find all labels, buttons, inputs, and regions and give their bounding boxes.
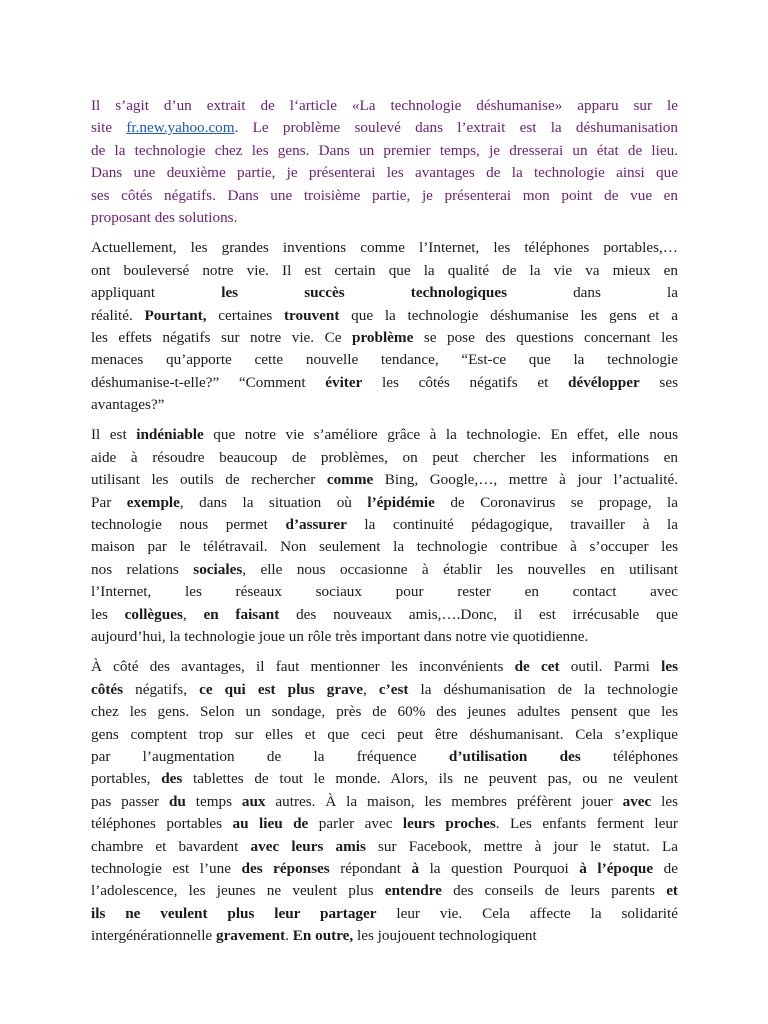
text-run: déshumanise-t-elle?” “Comment (91, 373, 326, 391)
text-run: réalité. (91, 306, 145, 324)
text-run: Actuellement, les grandes inventions comme l’Internet, les téléphones portables,… (91, 239, 678, 257)
bold-text: entendre (384, 882, 442, 900)
text-line (91, 604, 678, 626)
text-run: téléphones (580, 747, 678, 765)
bold-text: au lieu de (232, 815, 309, 833)
text-run: chez les gens. Selon un sondage, près de 60% des jeunes adultes pensent que les (91, 703, 678, 721)
text-run: technologie est l’une (91, 859, 242, 877)
bold-text: de cet (514, 658, 560, 676)
text-line (91, 791, 678, 813)
bold-text: l’épidémie (367, 493, 435, 511)
text-run: négatifs, (123, 680, 200, 698)
text-line (91, 559, 678, 581)
text-run: sur Facebook, mettre à jour le statut. La (365, 837, 678, 855)
text-line (91, 327, 678, 349)
document-body (91, 95, 678, 947)
bold-text: ils ne veulent plus leur partager (91, 904, 377, 922)
text-run: portables, (91, 770, 162, 788)
intro-paragraph (91, 95, 678, 229)
text-run: aide à résoudre beaucoup de problèmes, on peut chercher les informations en (91, 448, 678, 466)
text-run: tablettes de tout le monde. Alors, ils ne peuvent pas, ou ne veulent (182, 770, 678, 788)
text-run: site (91, 119, 127, 137)
text-run: des conseils de leurs parents (441, 882, 667, 900)
text-line (91, 305, 678, 327)
text-run: nos relations (91, 560, 194, 578)
bold-text: aux (241, 792, 266, 810)
text-run: les côtés négatifs et (362, 373, 568, 391)
advantages-paragraph (91, 424, 678, 648)
text-run: Il s’agit d’un extrait de l‘article «La technologie déshumanise» apparu sur le (91, 97, 678, 114)
text-run: Dans une deuxième partie, je présenterai les avantages de la technologie ainsi que (91, 164, 678, 182)
text-run: la question Pourquoi (419, 859, 580, 877)
text-run: avantages?” (91, 396, 165, 414)
text-run: l’Internet, les réseaux sociaux pour rester en contact avec (91, 583, 678, 601)
text-line (91, 185, 678, 207)
bold-text: côtés (91, 680, 124, 698)
text-run: se pose des questions concernant les (413, 328, 678, 346)
text-run: menaces qu’apporte cette nouvelle tendance, “Est-ce que la technologie (91, 351, 678, 369)
text-run: utilisant les outils de rechercher (91, 471, 327, 489)
bold-text: des (161, 770, 183, 788)
text-run: technologie nous permet (91, 516, 286, 534)
text-line (91, 925, 678, 947)
text-run: l’adolescence, les jeunes ne veulent plus (91, 882, 385, 900)
text-run: Bing, Google,…, mettre à jour l’actualité. (373, 471, 678, 489)
bold-text: exemple (126, 493, 180, 511)
text-run: Par (91, 493, 127, 511)
text-line (91, 836, 678, 858)
text-line (91, 581, 678, 603)
text-run: À côté des avantages, il faut mentionner les inconvénients (91, 658, 515, 676)
bold-text: trouvent (283, 306, 340, 324)
text-line (91, 394, 678, 416)
text-run: les joujouent technologiquent (353, 927, 537, 945)
bold-text: des réponses (241, 859, 330, 877)
text-run: , elle nous occasionne à établir les nouvelles en utilisant (242, 560, 678, 578)
text-line (91, 679, 678, 701)
text-run: , (182, 605, 204, 623)
text-line (91, 813, 678, 835)
text-line (91, 701, 678, 723)
text-line (91, 492, 678, 514)
text-run: . (285, 927, 293, 945)
text-run: autres. À la maison, les membres préfèrent jouer (265, 792, 623, 810)
text-run: pas passer (91, 792, 169, 810)
text-run: outil. Parmi (559, 658, 662, 676)
bold-text: c’est (378, 680, 409, 698)
text-line (91, 95, 678, 117)
bold-text: ce qui est plus grave (199, 680, 364, 698)
bold-text: avec (622, 792, 652, 810)
text-run: temps (185, 792, 242, 810)
text-run: ses côtés négatifs. Dans une troisième partie, je présenterai mon point de vue en (91, 186, 678, 204)
text-line (91, 237, 678, 259)
text-run: la continuité pédagogique, travailler à la (346, 516, 678, 534)
text-run: des nouveaux amis,….Donc, il est irrécusable que (279, 605, 678, 623)
text-run: les effets négatifs sur notre vie. Ce (91, 328, 352, 346)
text-run: proposant des solutions. (91, 208, 238, 226)
text-line (91, 880, 678, 902)
text-run: aujourd’hui, la technologie joue un rôle très important dans notre vie quotidienne. (91, 627, 589, 645)
bold-text: d’assurer (285, 516, 347, 534)
bold-text: les succès technologiques (221, 284, 507, 302)
bold-text: du (168, 792, 186, 810)
text-line (91, 140, 678, 162)
text-run: de Coronavirus se propage, la (434, 493, 678, 511)
bold-text: dévélopper (568, 373, 640, 391)
bold-text: à (411, 859, 420, 877)
text-run: leur vie. Cela affecte la solidarité (376, 904, 678, 922)
bold-text: et (666, 882, 678, 900)
text-line (91, 903, 678, 925)
bold-text: les (661, 658, 678, 676)
text-line (91, 514, 678, 536)
text-run: les (651, 792, 678, 810)
text-run: de (653, 859, 678, 877)
text-line (91, 724, 678, 746)
text-run: chambre et bavardent (91, 837, 251, 855)
text-line (91, 349, 678, 371)
text-run: certaines (206, 306, 284, 324)
text-run: , dans la situation où (179, 493, 368, 511)
bold-text: Pourtant, (144, 306, 207, 324)
text-run: ont bouleversé notre vie. Il est certain que la qualité de la vie va mieux en (91, 261, 678, 279)
text-line (91, 746, 678, 768)
text-run: . Le problème soulevé dans l’extrait est la déshumanisation (234, 119, 678, 137)
bold-text: à l’époque (579, 859, 654, 877)
text-line (91, 536, 678, 558)
text-run: répondant (329, 859, 412, 877)
text-line (91, 117, 678, 139)
text-run: parler avec (308, 815, 403, 833)
text-line (91, 858, 678, 880)
text-line (91, 469, 678, 491)
text-run: téléphones portables (91, 815, 233, 833)
text-run: que notre vie s’améliore grâce à la technologie. En effet, elle nous (203, 426, 678, 444)
text-line (91, 162, 678, 184)
bold-text: comme (326, 471, 374, 489)
bold-text: gravement (215, 927, 286, 945)
text-run: , (363, 680, 379, 698)
text-line (91, 282, 678, 304)
text-line (91, 768, 678, 790)
source-link[interactable]: fr.new.yahoo.com (126, 119, 235, 137)
bold-text: collègues (124, 605, 183, 623)
text-line (91, 447, 678, 469)
text-line (91, 260, 678, 282)
text-run: gens comptent trop sur elles et que ceci peut être déshumanisant. Cela s’explique (91, 725, 678, 743)
text-run: Il est (91, 426, 137, 444)
text-line (91, 207, 678, 229)
text-line (91, 626, 678, 648)
bold-text: en faisant (203, 605, 280, 623)
bold-text: En outre, (292, 927, 354, 945)
text-run: les (91, 605, 125, 623)
text-run: appliquant (91, 284, 222, 302)
text-run: que la technologie déshumanise les gens et a (339, 306, 678, 324)
state-paragraph (91, 237, 678, 416)
text-run: . Les enfants ferment leur (495, 815, 678, 833)
bold-text: éviter (325, 373, 363, 391)
text-line (91, 424, 678, 446)
text-line (91, 372, 678, 394)
text-run: par l’augmentation de la fréquence (91, 747, 449, 765)
bold-text: d’utilisation des (448, 747, 581, 765)
text-run: dans la (506, 284, 678, 302)
text-run: la déshumanisation de la technologie (408, 680, 678, 698)
text-run: maison par le télétravail. Non seulement la technologie contribue à s’occuper les (91, 538, 678, 556)
bold-text: leurs proches (402, 815, 496, 833)
disadvantages-paragraph (91, 656, 678, 947)
text-run: ses (639, 373, 678, 391)
text-run: intergénérationnelle (91, 927, 216, 945)
bold-text: avec leurs amis (250, 837, 366, 855)
text-line (91, 656, 678, 678)
bold-text: sociales (193, 560, 243, 578)
bold-text: indéniable (136, 426, 204, 444)
bold-text: problème (352, 328, 414, 346)
text-run: de la technologie chez les gens. Dans un premier temps, je dresserai un état de lieu. (91, 141, 678, 159)
